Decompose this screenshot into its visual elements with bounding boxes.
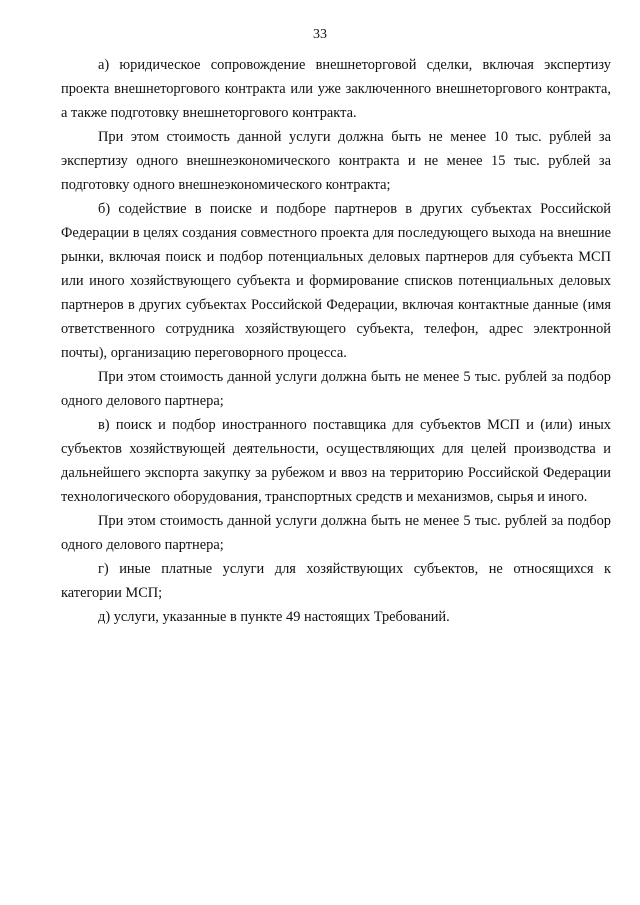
paragraph-a-legal-support: а) юридическое сопровождение внешнеторговой сделки, включая экспертизу проекта внешнеторгового контракта или уже заключенного внешнеторгового контракта, а также подготовку внешнеторгового контракта. [61,57,611,121]
document-body [61,53,611,629]
page-number: 33 [313,27,327,42]
paragraph-d-services-reference: д) услуги, указанные в пункте 49 настоящих Требований. [98,609,450,625]
paragraph-g-other-services: г) иные платные услуги для хозяйствующих субъектов, не относящихся к категории МСП; [61,561,611,601]
paragraph-v-cost: При этом стоимость данной услуги должна быть не менее 5 тыс. рублей за подбор одного делового партнера; [61,513,611,553]
paragraph-a-cost: При этом стоимость данной услуги должна быть не менее 10 тыс. рублей за экспертизу одного внешнеэкономического контракта и не менее 15 тыс. рублей за подготовку одного внешнеэкономического контракта; [61,129,611,193]
paragraph-v-supplier-search: в) поиск и подбор иностранного поставщика для субъектов МСП и (или) иных субъектов хозяйствующей деятельности, осуществляющих для целей производства и дальнейшего экспорта закупку за рубежом и ввоз на территорию Российской Федерации технологического оборудования, транспортных средств и механизмов, сырья и иного. [61,417,611,505]
paragraph-b-partner-search: б) содействие в поиске и подборе партнеров в других субъектах Российской Федерации в целях создания совместного проекта для последующего выхода на внешние рынки, включая поиск и подбор потенциальных деловых партнеров для субъекта МСП или иного хозяйствующего субъекта и формирование списков потенциальных деловых партнеров в других субъектах Российской Федерации, включая контактные данные (имя ответственного сотрудника хозяйствующего субъекта, телефон, адрес электронной почты), организацию переговорного процесса. [61,201,611,361]
paragraph-b-cost: При этом стоимость данной услуги должна быть не менее 5 тыс. рублей за подбор одного делового партнера; [61,369,611,409]
